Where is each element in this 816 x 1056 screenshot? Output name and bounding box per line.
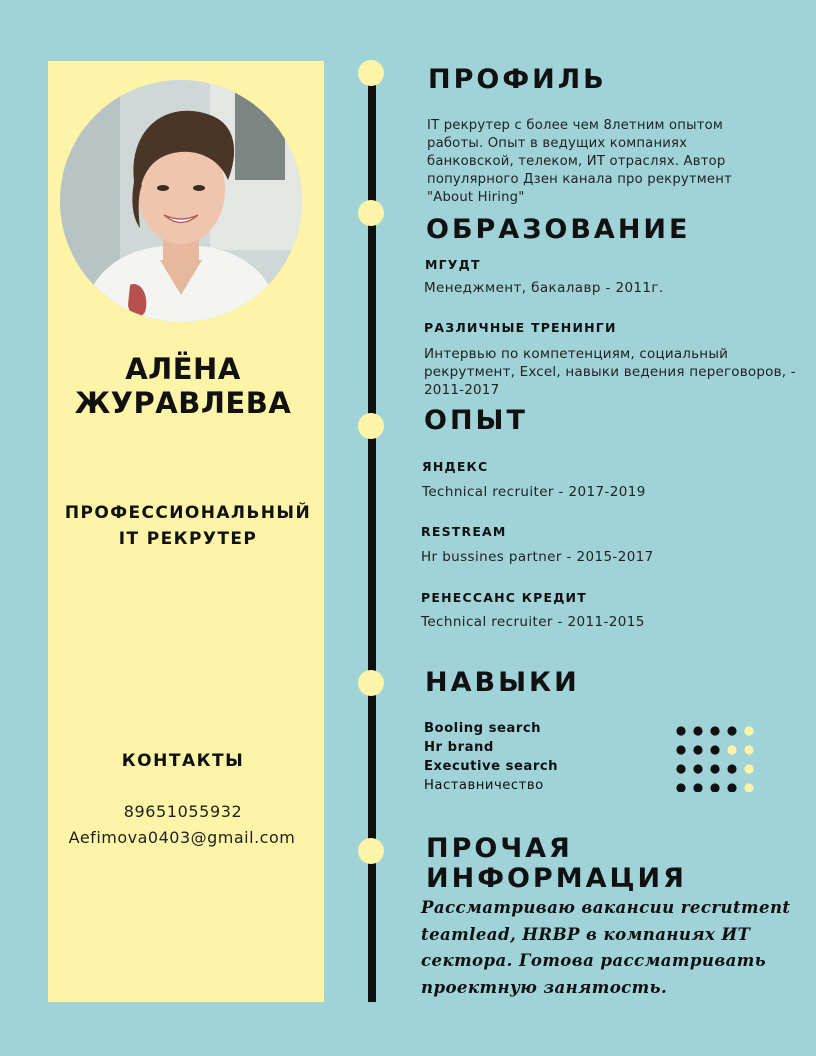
decorative-dot [744, 783, 753, 792]
profile-text: IT рекрутер с более чем 8летним опытом работы. Опыт в ведущих компаниях банковской, телеком, ИТ отраслях. Автор популярного Дзен канала про рекрутмент "About Hiring" [427, 118, 732, 205]
skill-item: Executive search [424, 759, 559, 774]
decorative-dot [710, 745, 719, 754]
education-item-text: Интервью по компетенциям, социальный рекрутмент, Excel, навыки ведения переговоров, - 2011-2017 [424, 346, 796, 398]
skills-list [424, 719, 558, 795]
decorative-dot [676, 783, 685, 792]
timeline-dot-education [358, 200, 384, 226]
decorative-dot [693, 726, 702, 735]
education-item-heading: МГУДТ [425, 257, 481, 272]
timeline-dot-other [358, 838, 384, 864]
timeline-dot-skills [358, 670, 384, 696]
experience-item-heading: РЕНЕССАНС КРЕДИТ [421, 590, 587, 605]
decorative-dot [710, 726, 719, 735]
decorative-dot [693, 783, 702, 792]
email-address: Aefimova0403@gmail.com [68, 828, 296, 847]
skill-item: Наставничество [424, 778, 544, 793]
experience-heading: ОПЫТ [424, 405, 528, 436]
decorative-dot [744, 726, 753, 735]
education-item-heading: РАЗЛИЧНЫЕ ТРЕНИНГИ [424, 320, 617, 335]
decorative-dot [744, 764, 753, 773]
skills-heading: НАВЫКИ [425, 667, 580, 698]
experience-item-heading: ЯНДЕКС [422, 459, 489, 474]
portrait-illustration [60, 80, 302, 322]
decorative-dot [676, 745, 685, 754]
other-heading [426, 834, 687, 894]
decorative-dot [676, 726, 685, 735]
decorative-dots-pattern [676, 726, 756, 792]
timeline-dot-profile [358, 60, 384, 86]
job-title: ПРОФЕССИОНАЛЬНЫЙ IT РЕКРУТЕР [64, 503, 312, 549]
decorative-dot [676, 764, 685, 773]
education-heading: ОБРАЗОВАНИЕ [426, 214, 691, 245]
profile-photo [60, 80, 302, 322]
contacts-heading: КОНТАКТЫ [121, 751, 245, 771]
timeline-dot-experience [358, 413, 384, 439]
skill-item: Hr brand [424, 740, 494, 755]
experience-item-text: Technical recruiter - 2011-2015 [421, 614, 645, 630]
decorative-dot [727, 764, 736, 773]
other-text: Рассматриваю вакансии recrutment teamlead, HRBP в компаниях ИТ сектора. Готова рассматривать проектную занятость. [421, 897, 791, 997]
decorative-dot [693, 764, 702, 773]
other-heading-line2: ИНФОРМАЦИЯ [426, 863, 687, 894]
phone-number: 89651055932 [123, 802, 243, 821]
decorative-dot [727, 783, 736, 792]
experience-item-text: Technical recruiter - 2017-2019 [422, 484, 646, 500]
decorative-dot [710, 783, 719, 792]
person-name: АЛЁНА ЖУРАВЛЕВА [74, 352, 292, 420]
education-item-text: Менеджмент, бакалавр - 2011г. [424, 280, 664, 296]
experience-item-heading: RESTREAM [421, 524, 507, 539]
decorative-dot [727, 726, 736, 735]
profile-heading: ПРОФИЛЬ [428, 64, 607, 95]
decorative-dot [710, 764, 719, 773]
decorative-dot [744, 745, 753, 754]
other-heading-line1: ПРОЧАЯ [426, 833, 573, 864]
decorative-dot [727, 745, 736, 754]
decorative-dot [693, 745, 702, 754]
experience-item-text: Hr bussines partner - 2015-2017 [421, 549, 654, 565]
skill-item: Booling search [424, 721, 542, 736]
